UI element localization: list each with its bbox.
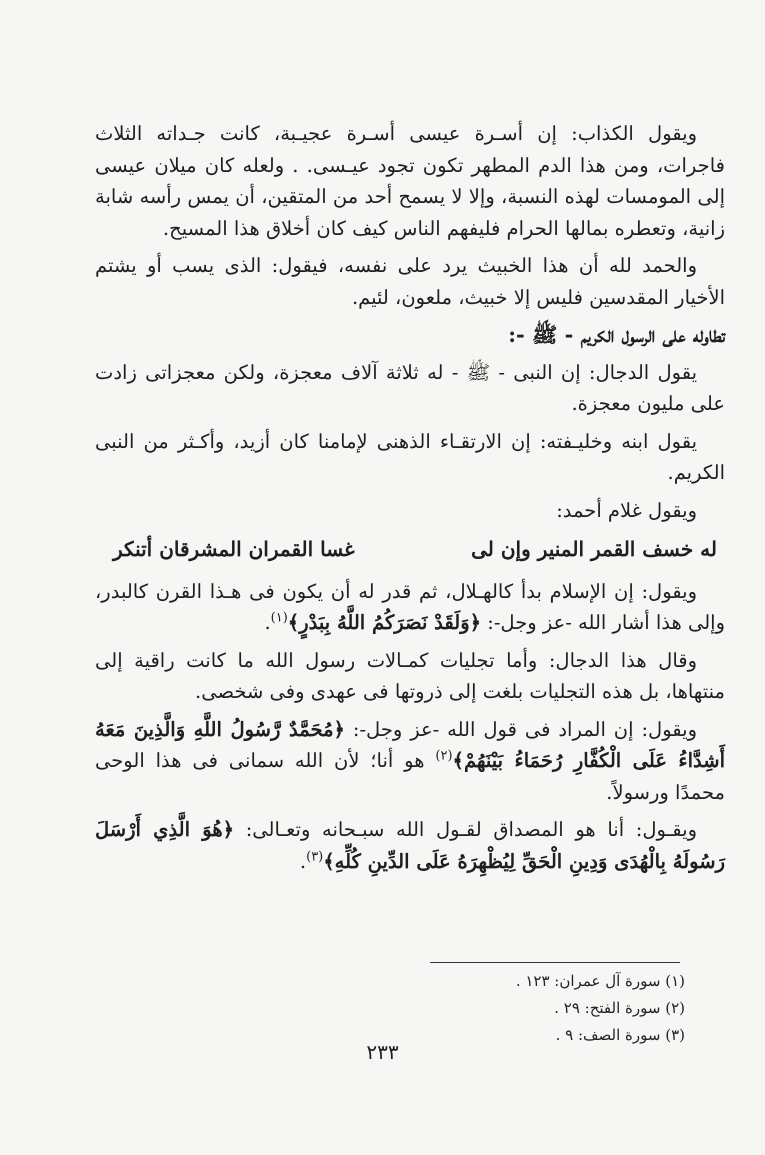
paragraph-8 bbox=[95, 714, 725, 809]
footnote-2: (٢) سورة الفتح: ٢٩ . bbox=[554, 999, 685, 1017]
paragraph-8-text-2: هو أنا؛ لأن الله سمانى فى هذا الوحى محمدًا ورسولاً. bbox=[95, 749, 725, 804]
footnote-ref-2: (٢) bbox=[435, 748, 453, 764]
paragraph-2: والحمد لله أن هذا الخبيث يرد على نفسه، فيقول: الذى يسب أو يشتم الأخيار المقدسين فليس إلا خبيث، ملعون، لئيم. bbox=[95, 254, 725, 309]
paragraph-4: يقول ابنه وخليـفته: إن الارتقـاء الذهنى لإمامنا كان أزيد، وأكـثر من النبى الكريم. bbox=[95, 429, 725, 484]
paragraph-9-end: . bbox=[299, 849, 307, 873]
paragraph-5: ويقول غلام أحمد: bbox=[556, 498, 697, 522]
footnote-3: (٣) سورة الصف: ٩ . bbox=[555, 1026, 685, 1044]
verse-first-hemistich: له خسف القمر المنير وإن لى bbox=[471, 537, 717, 561]
quran-quote-1: ﴿وَلَقَدْ نَصَرَكُمُ اللَّهُ بِبَدْرٍ﴾ bbox=[287, 611, 482, 634]
paragraph-6-text: ويقول: إن الإسلام بدأ كالهـلال، ثم قدر له أن يكون فى هـذا القرن كالبدر، وإلى هذا أشار الله -عز وجل-: bbox=[95, 579, 725, 634]
paragraph-8-text: ويقول: إن المراد فى قول الله -عز وجل-: bbox=[352, 717, 697, 741]
quran-quote-2: ﴿مُحَمَّدٌ رَّسُولُ اللَّهِ وَالَّذِينَ مَعَهُ أَشِدَّاءُ عَلَى الْكُفَّارِ رُحَمَاءُ بَيْنَهُمْ﴾ bbox=[95, 717, 726, 772]
paragraph-9-text: ويقـول: أنا هو المصداق لقـول الله سبـحانه وتعـالى: bbox=[245, 818, 697, 841]
footnotes bbox=[385, 968, 685, 1049]
footnote-1: (١) سورة آل عمران: ١٢٣ . bbox=[515, 972, 685, 990]
quran-quote-3: ﴿هُوَ الَّذِي أَرْسَلَ رَسُولَهُ بِالْهُدَى وَدِينِ الْحَقِّ لِيُظْهِرَهُ عَلَى الدِّينِ كُلِّهِ﴾ bbox=[95, 818, 725, 873]
paragraph-6-end: . bbox=[264, 611, 271, 634]
verse-second-hemistich: غسا القمران المشرقان أتنكر bbox=[113, 537, 355, 561]
section-heading: تطاوله على الرسول الكريم - ﷺ -: bbox=[508, 322, 725, 347]
paragraph-3: يقول الدجال: إن النبى - ﷺ - له ثلاثة آلاف معجزة، ولكن معجزاتى زادت على مليون معجزة. bbox=[95, 360, 725, 415]
paragraph-7: وقال هذا الدجال: وأما تجليات كمـالات رسول الله ما كانت راقية إلى منتهاها، بل هذه التجليات بلغت إلى ذروتها فى عهدى وفى شخصى. bbox=[95, 648, 725, 703]
page-number: ٢٣٣ bbox=[366, 1040, 399, 1064]
paragraph-1: ويقول الكذاب: إن أسـرة عيسى أسـرة عجيـبة، كانت جـداته الثلاث فاجرات، ومن هذا الدم المطهر تكون تجود عيـسى. . ولعله كان ميلان عيسى إلى المومسات لهذه النسبة، وإلا لا يسمح أحد من المتقين، أن يمس رأسه شابة زانية، وتعطره بمالها الحرام فليفهم الناس كيف كان أخلاق هذا المسيح. bbox=[95, 122, 725, 240]
main-text bbox=[95, 118, 725, 877]
footnote-ref-1: (١) bbox=[270, 610, 288, 626]
paragraph-6 bbox=[95, 576, 725, 639]
footnote-ref-3: (٣) bbox=[306, 849, 324, 864]
footnote-divider bbox=[430, 962, 680, 963]
poetry-verse bbox=[95, 534, 725, 566]
paragraph-9 bbox=[95, 814, 725, 877]
